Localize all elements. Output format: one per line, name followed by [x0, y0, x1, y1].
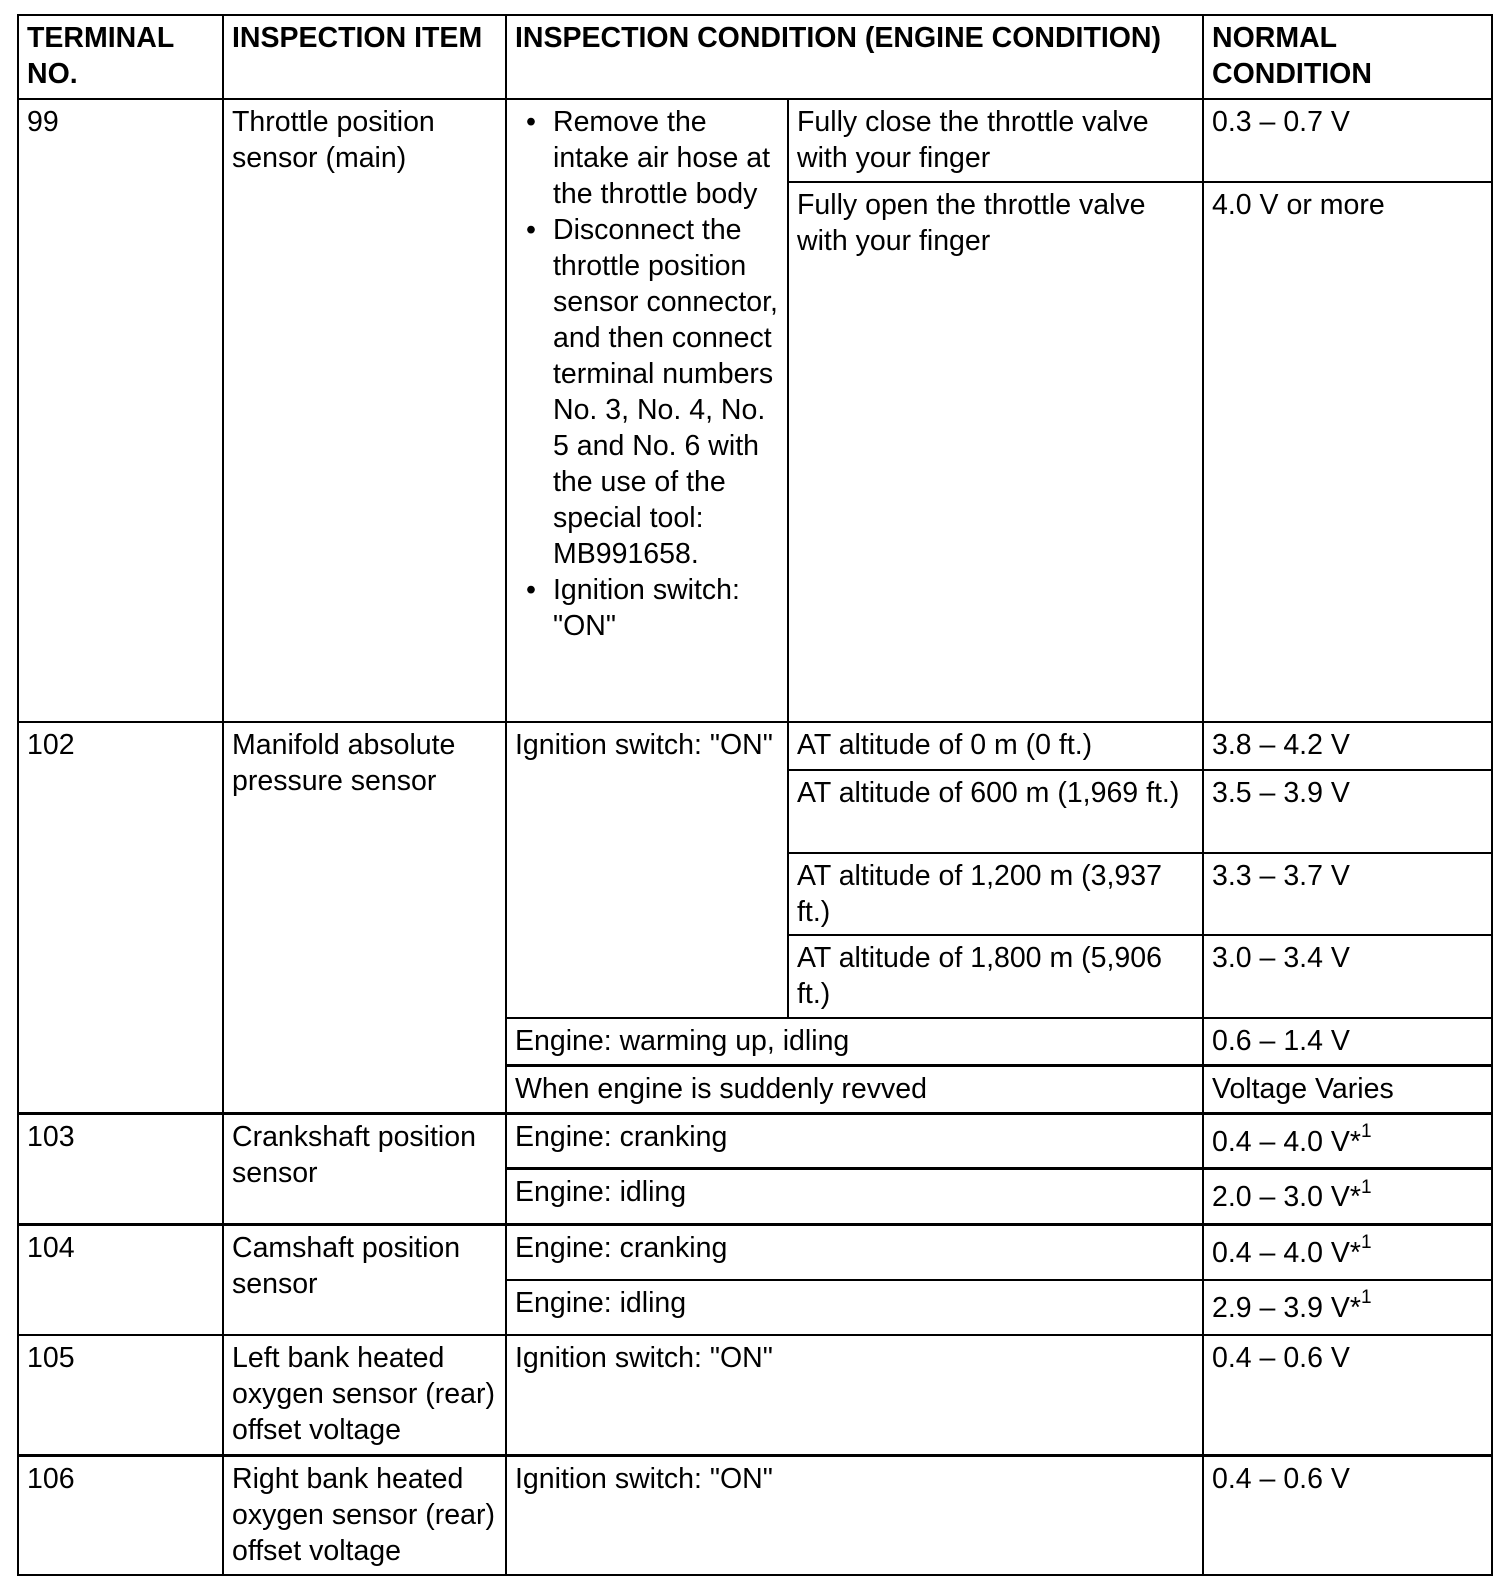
- bullet-item: • Remove the intake air hose at the throttle body: [515, 104, 779, 212]
- footnote-marker: 1: [1360, 1232, 1372, 1254]
- footnote-marker: 1: [1360, 1176, 1372, 1198]
- inspection-condition: Engine: warming up, idling: [506, 1018, 1203, 1065]
- inspection-condition-bullets: [506, 99, 788, 722]
- inspection-condition: Fully close the throttle valve with your finger: [788, 99, 1203, 182]
- normal-condition: 3.5 – 3.9 V: [1203, 770, 1492, 853]
- table-row: [18, 1224, 1492, 1280]
- inspection-condition-group: Ignition switch: "ON": [506, 722, 788, 1018]
- table-row: [18, 1335, 1492, 1455]
- inspection-condition: Ignition switch: "ON": [506, 1335, 1203, 1455]
- header-inspection-condition: INSPECTION CONDITION (ENGINE CONDITION): [506, 15, 1203, 99]
- terminal-number: 104: [18, 1224, 223, 1335]
- inspection-condition: Engine: idling: [506, 1169, 1203, 1225]
- normal-condition: 0.3 – 0.7 V: [1203, 99, 1492, 182]
- normal-condition: Voltage Varies: [1203, 1066, 1492, 1113]
- normal-value: 2.9 – 3.9 V*: [1212, 1291, 1361, 1324]
- normal-condition: 3.0 – 3.4 V: [1203, 935, 1492, 1018]
- inspection-item: Camshaft position sensor: [223, 1224, 506, 1335]
- normal-condition: 0.4 – 0.6 V: [1203, 1335, 1492, 1455]
- inspection-condition: Engine: idling: [506, 1280, 1203, 1336]
- table-row: [18, 722, 1492, 769]
- bullet-item: • Disconnect the throttle position sensor connector, and then connect terminal numbers No. 3, No. 4, No. 5 and No. 6 with the use of the special tool: MB991658.: [515, 212, 779, 572]
- inspection-condition: AT altitude of 0 m (0 ft.): [788, 722, 1203, 769]
- header-normal-condition: NORMAL CONDITION: [1203, 15, 1492, 99]
- table-row: [18, 1455, 1492, 1575]
- table-row: [18, 1113, 1492, 1169]
- inspection-condition: When engine is suddenly revved: [506, 1066, 1203, 1113]
- inspection-condition: Fully open the throttle valve with your finger: [788, 182, 1203, 722]
- inspection-item: Right bank heated oxygen sensor (rear) offset voltage: [223, 1455, 506, 1575]
- normal-value: 2.0 – 3.0 V*: [1212, 1181, 1361, 1214]
- table-row: [18, 99, 1492, 182]
- inspection-item: Manifold absolute pressure sensor: [223, 722, 506, 1113]
- bullet-list: [515, 104, 779, 644]
- normal-condition: [1203, 1113, 1492, 1169]
- terminal-number: 106: [18, 1455, 223, 1575]
- inspection-item: Throttle position sensor (main): [223, 99, 506, 722]
- footnote-marker: 1: [1360, 1287, 1372, 1309]
- normal-condition: [1203, 1224, 1492, 1280]
- inspection-condition: AT altitude of 1,200 m (3,937 ft.): [788, 853, 1203, 936]
- inspection-table: [17, 14, 1493, 1576]
- inspection-condition: Ignition switch: "ON": [506, 1455, 1203, 1575]
- normal-condition: [1203, 1169, 1492, 1225]
- normal-value: 0.4 – 4.0 V*: [1212, 1236, 1361, 1269]
- bullet-item: • Ignition switch: "ON": [515, 572, 779, 644]
- inspection-condition: Engine: cranking: [506, 1224, 1203, 1280]
- normal-value: 0.4 – 4.0 V*: [1212, 1125, 1361, 1158]
- normal-condition: 0.4 – 0.6 V: [1203, 1455, 1492, 1575]
- normal-condition: 0.6 – 1.4 V: [1203, 1018, 1492, 1065]
- normal-condition: 4.0 V or more: [1203, 182, 1492, 722]
- normal-condition: 3.8 – 4.2 V: [1203, 722, 1492, 769]
- terminal-number: 102: [18, 722, 223, 1113]
- normal-condition: 3.3 – 3.7 V: [1203, 853, 1492, 936]
- footnote-marker: 1: [1360, 1121, 1372, 1143]
- terminal-number: 99: [18, 99, 223, 722]
- inspection-condition: AT altitude of 600 m (1,969 ft.): [788, 770, 1203, 853]
- inspection-item: Crankshaft position sensor: [223, 1113, 506, 1224]
- inspection-item: Left bank heated oxygen sensor (rear) offset voltage: [223, 1335, 506, 1455]
- header-terminal-no: TERMINAL NO.: [18, 15, 223, 99]
- normal-condition: [1203, 1280, 1492, 1336]
- header-inspection-item: INSPECTION ITEM: [223, 15, 506, 99]
- terminal-number: 105: [18, 1335, 223, 1455]
- inspection-condition: Engine: cranking: [506, 1113, 1203, 1169]
- header-row: [18, 15, 1492, 99]
- terminal-number: 103: [18, 1113, 223, 1224]
- inspection-condition: AT altitude of 1,800 m (5,906 ft.): [788, 935, 1203, 1018]
